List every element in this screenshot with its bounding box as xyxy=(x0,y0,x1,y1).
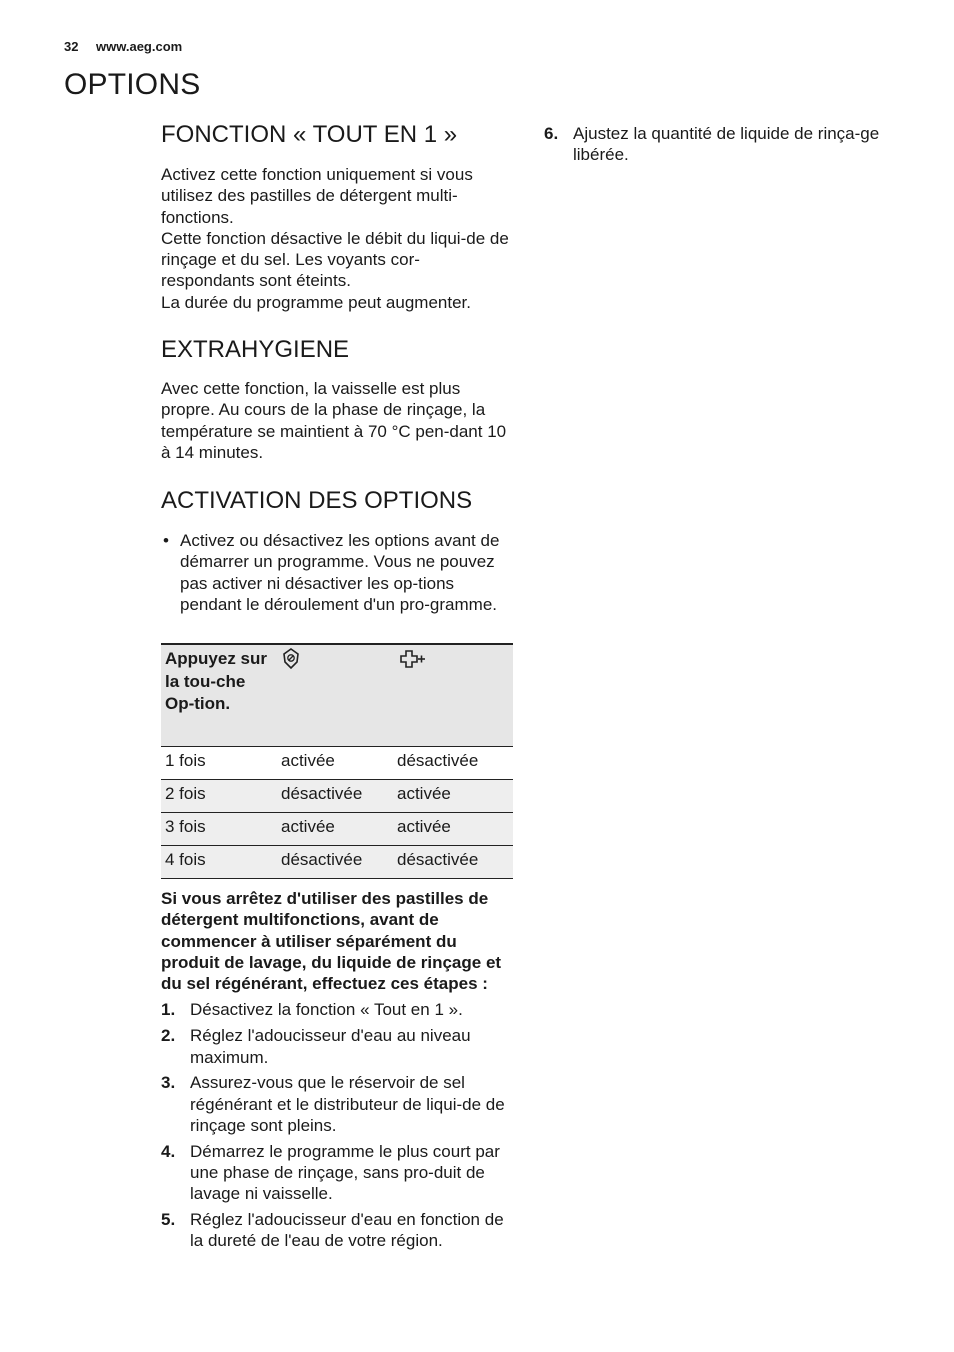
step-number: 2. xyxy=(161,1026,176,1046)
section-body xyxy=(161,378,513,463)
bullet-list xyxy=(161,530,513,615)
page-title: OPTIONS xyxy=(64,68,201,101)
section-heading: EXTRAHYGIENE xyxy=(161,336,350,363)
table-row xyxy=(161,747,513,780)
step-text: Désactivez la fonction « Tout en 1 ». xyxy=(190,1000,463,1020)
table-cell: activée xyxy=(393,813,513,846)
procedure-block xyxy=(161,888,513,1256)
list-item xyxy=(161,999,513,1020)
list-item xyxy=(161,1072,513,1136)
section-activation xyxy=(161,487,513,615)
table-cell: désactivée xyxy=(393,846,513,879)
table-cell: 4 fois xyxy=(161,846,277,879)
step-text: Réglez l'adoucisseur d'eau en fonction de la dureté de l'eau de votre région. xyxy=(190,1210,504,1251)
table-cell: désactivée xyxy=(277,846,393,879)
website-url: www.aeg.com xyxy=(96,39,183,54)
options-table xyxy=(161,643,513,879)
step-number: 5. xyxy=(161,1210,176,1230)
list-item xyxy=(544,123,896,166)
table-header-cell xyxy=(277,644,393,747)
right-column xyxy=(544,123,896,170)
list-item xyxy=(161,1025,513,1068)
step-number: 6. xyxy=(544,124,559,143)
step-text: Assurez-vous que le réservoir de sel régénérant et le distributeur de liqui-de de rinçage sont pleins. xyxy=(190,1073,505,1135)
table-cell: activée xyxy=(277,813,393,846)
table-cell: 3 fois xyxy=(161,813,277,846)
steps-list xyxy=(161,999,513,1251)
section-body xyxy=(161,164,513,313)
step-number: 3. xyxy=(161,1073,176,1093)
section-heading: FONCTION « TOUT EN 1 » xyxy=(161,121,458,148)
multitab-icon xyxy=(281,655,301,674)
paragraph: La durée du programme peut augmenter. xyxy=(161,292,471,312)
step-number: 1. xyxy=(161,1000,176,1020)
page-number: 32 xyxy=(64,39,79,54)
table-header-cell xyxy=(393,644,513,747)
table-row xyxy=(161,846,513,879)
list-item xyxy=(161,1209,513,1252)
section-tout-en-1 xyxy=(161,121,513,313)
extrahygiene-icon xyxy=(397,655,427,674)
paragraph: Avec cette fonction, la vaisselle est plus propre. Au cours de la phase de rinçage, la température se maintient à 70 °C pen-dant 10 à 14 minutes. xyxy=(161,379,507,462)
step-text: Réglez l'adoucisseur d'eau au niveau maximum. xyxy=(190,1026,471,1067)
table-row xyxy=(161,780,513,813)
options-table-wrap xyxy=(161,643,513,879)
step-number: 4. xyxy=(161,1141,176,1161)
paragraph: Activez cette fonction uniquement si vous utilisez des pastilles de détergent multi-fonctions. xyxy=(161,165,473,227)
table-header-label: Appuyez sur la tou-che Op-tion. xyxy=(161,644,277,747)
table-cell: 1 fois xyxy=(161,747,277,780)
table-cell: activée xyxy=(277,747,393,780)
warning-text: Si vous arrêtez d'utiliser des pastilles de détergent multifonctions, avant de commencer à utiliser séparément du produit de lavage, du liquide de rinçage et du sel régénérant, effectuez ces étapes : xyxy=(161,889,502,994)
table-header-row xyxy=(161,644,513,747)
section-heading: ACTIVATION DES OPTIONS xyxy=(161,487,473,514)
step-text: Démarrez le programme le plus court par une phase de rinçage, sans pro-duit de lavage ni vaisselle. xyxy=(190,1141,500,1204)
section-extrahygiene xyxy=(161,336,513,463)
table-cell: désactivée xyxy=(277,780,393,813)
table-cell: désactivée xyxy=(393,747,513,780)
table-cell: activée xyxy=(393,780,513,813)
list-item xyxy=(161,1141,513,1205)
table-row xyxy=(161,813,513,846)
table-cell: 2 fois xyxy=(161,780,277,813)
step-text: Ajustez la quantité de liquide de rinça-ge libérée. xyxy=(573,124,880,165)
bullet-item: • Activez ou désactivez les options avant de démarrer un programme. Vous ne pouvez pas activer ni désactiver les op-tions pendant le déroulement d'un pro-gramme. xyxy=(161,530,513,615)
steps-list-continued xyxy=(544,123,896,166)
paragraph: Cette fonction désactive le débit du liqui-de de rinçage et du sel. Les voyants cor-respondants sont éteints. xyxy=(161,228,509,291)
